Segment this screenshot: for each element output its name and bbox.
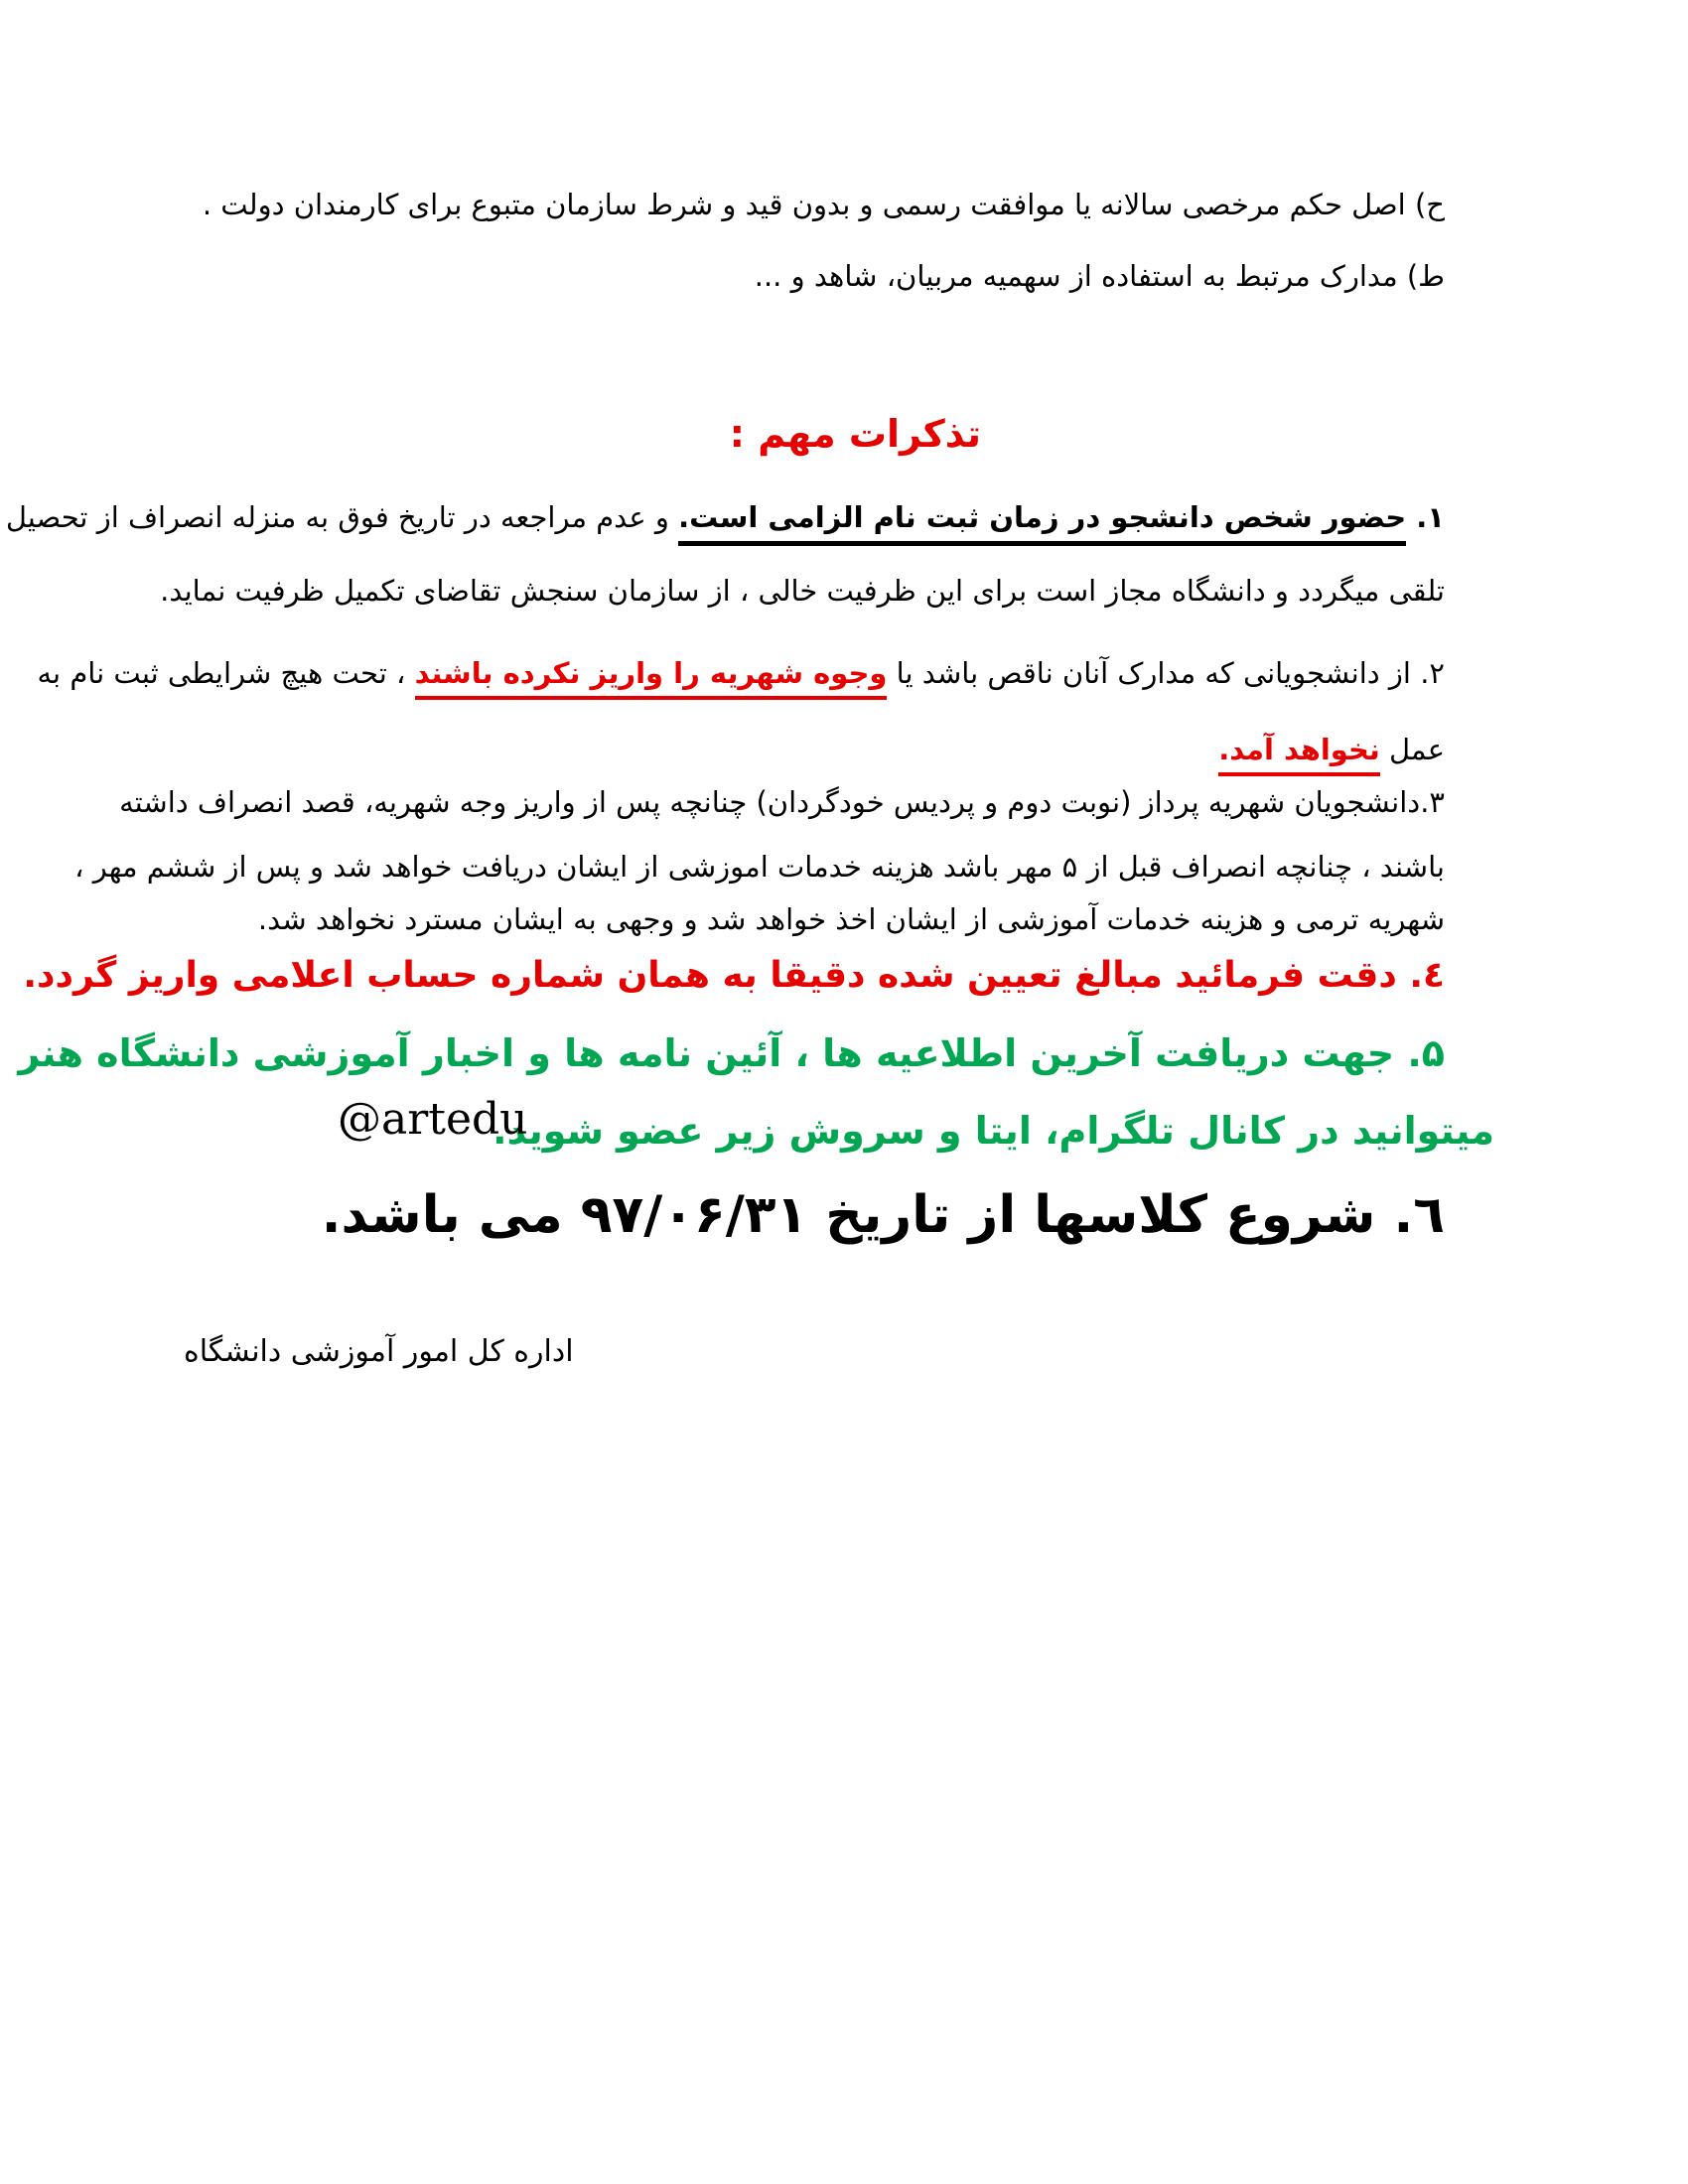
notice-2-line-2: [1218, 732, 1445, 767]
notice-1-line-2: تلقی میگردد و دانشگاه مجاز است برای این ظرفیت خالی ، از سازمان سنجش تقاضای تکمیل ظرفیت نماید.: [160, 574, 1445, 608]
notice-6-class-start-date: ٦. شروع کلاسها از تاریخ ۹۷/۰۶/۳۱ می باشد.: [321, 1185, 1445, 1245]
notice-3-line-2: باشند ، چنانچه انصراف قبل از ۵ مهر باشد هزینه خدمات اموزشی از ایشان دریافت خواهد شد و پس از ششم مهر ،: [74, 850, 1445, 884]
required-attendance-emphasis: حضور شخص دانشجو در زمان ثبت نام الزامی است.: [678, 500, 1406, 546]
notice-3-line-3: شهریه ترمی و هزینه خدمات آموزشی از ایشان اخذ خواهد شد و وجهی به ایشان مسترد نخواهد شد.: [257, 902, 1445, 936]
notice-5-line-2: میتوانید در کانال تلگرام، ایتا و سروش زیر عضو شوید.: [492, 1109, 1494, 1153]
intro-item-h: ح) اصل حکم مرخصی سالانه یا موافقت رسمی و بدون قید و شرط سازمان متبوع برای کارمندان دولت .: [202, 188, 1445, 221]
notice-2-line-2-start: عمل: [1379, 733, 1445, 766]
notices-heading: تذکرات مهم :: [729, 412, 981, 456]
telegram-channel-handle: @artedu: [338, 1094, 528, 1145]
tuition-unpaid-warning: وجوه شهریه را واریز نکرده باشند: [415, 656, 888, 700]
notice-2-line-1: [38, 655, 1446, 691]
notice-4-payment-warning: ٤. دقت فرمائید مبالغ تعیین شده دقیقا به همان شماره حساب اعلامی واریز گردد.: [23, 955, 1445, 996]
notice-2-line-1-end: ، تحت هیچ شرایطی ثبت نام به: [37, 656, 415, 690]
notice-2-line-1-start: ۲. از دانشجویانی که مدارک آنان ناقص باشد یا: [887, 656, 1445, 690]
notice-1-line-1: [6, 499, 1445, 535]
no-registration-warning: نخواهد آمد.: [1218, 733, 1380, 776]
notice-5-line-1: ۵. جهت دریافت آخرین اطلاعیه ها ، آئین نامه ها و اخبار آموزشی دانشگاه هنر: [18, 1031, 1445, 1075]
intro-item-t: ط) مدارک مرتبط به استفاده از سهمیه مربیان، شاهد و ...: [754, 259, 1445, 293]
notice-1-line-1-rest: و عدم مراجعه در تاریخ فوق به منزله انصراف از تحصیل: [5, 500, 679, 534]
notice-3-line-1: ۳.دانشجویان شهریه پرداز (نوبت دوم و پردیس خودگردان) چنانچه پس از واریز وجه شهریه، قصد انصراف داشته: [119, 785, 1445, 819]
notice-1-number: ۱.: [1406, 500, 1445, 534]
signature-line: اداره کل امور آموزشی دانشگاه: [184, 1334, 574, 1369]
